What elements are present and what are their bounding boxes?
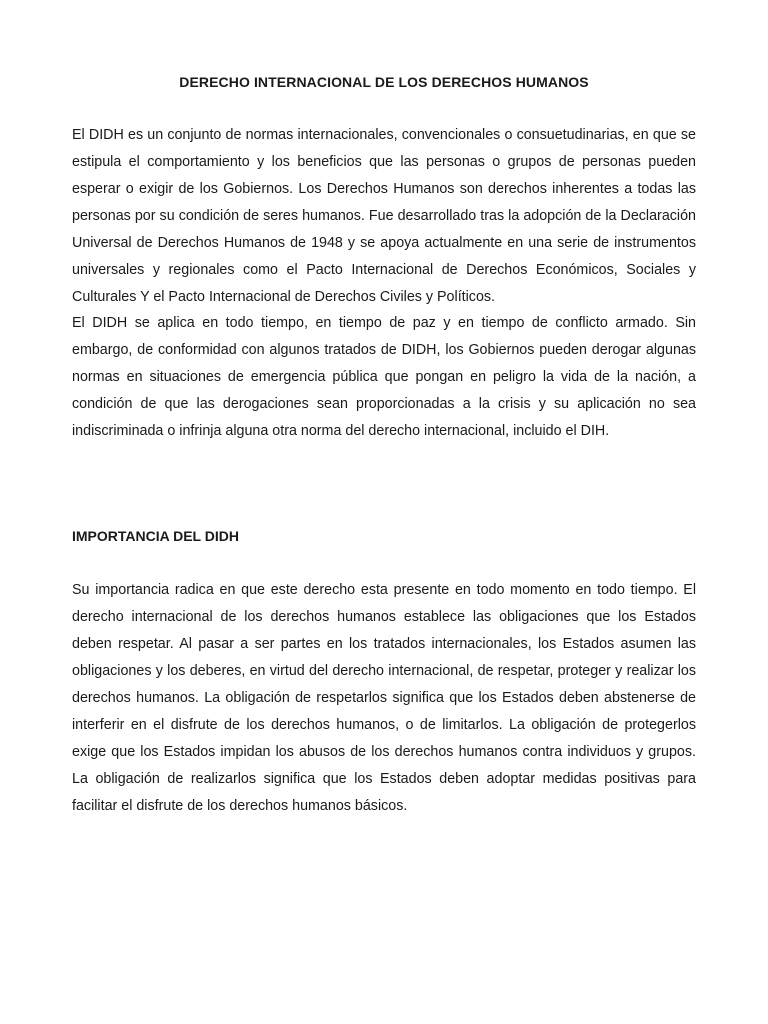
intro-paragraph: El DIDH es un conjunto de normas internacionales, convencionales o consuetudinarias, en que se estipula el comportamiento y los beneficios que las personas o grupos de personas pueden esperar o exigir de los Gobiernos. Los Derechos Humanos son derechos inherentes a todas las personas por su condición de seres humanos. Fue desarrollado tras la adopción de la Declaración Universal de Derechos Humanos de 1948 y se apoya actualmente en una serie de instrumentos universales y regionales como el Pacto Internacional de Derechos Económicos, Sociales y Culturales Y el Pacto Internacional de Derechos Civiles y Políticos. <box>72 127 696 305</box>
application-paragraph: El DIDH se aplica en todo tiempo, en tiempo de paz y en tiempo de conflicto armado. Sin embargo, de conformidad con algunos tratados de DIDH, los Gobiernos pueden derogar algunas normas en situaciones de emergencia pública que pongan en peligro la vida de la nación, a condición de que las derogaciones sean proporcionadas a la crisis y su aplicación no sea indiscriminada o infrinja alguna otra norma del derecho internacional, incluido el DIH. <box>72 315 696 439</box>
importance-paragraph: Su importancia radica en que este derecho esta presente en todo momento en todo tiempo. El derecho internacional de los derechos humanos establece las obligaciones que los Estados deben respetar. Al pasar a ser partes en los tratados internacionales, los Estados asumen las obligaciones y los deberes, en virtud del derecho internacional, de respetar, proteger y realizar los derechos humanos. La obligación de respetarlos significa que los Estados deben abstenerse de interferir en el disfrute de los derechos humanos, o de limitarlos. La obligación de protegerlos exige que los Estados impidan los abusos de los derechos humanos contra individuos y grupos. La obligación de realizarlos significa que los Estados deben adoptar medidas positivas para facilitar el disfrute de los derechos humanos básicos. <box>72 582 696 814</box>
section-heading: IMPORTANCIA DEL DIDH <box>72 528 239 544</box>
document-title: DERECHO INTERNACIONAL DE LOS DERECHOS HUMANOS <box>179 74 589 90</box>
